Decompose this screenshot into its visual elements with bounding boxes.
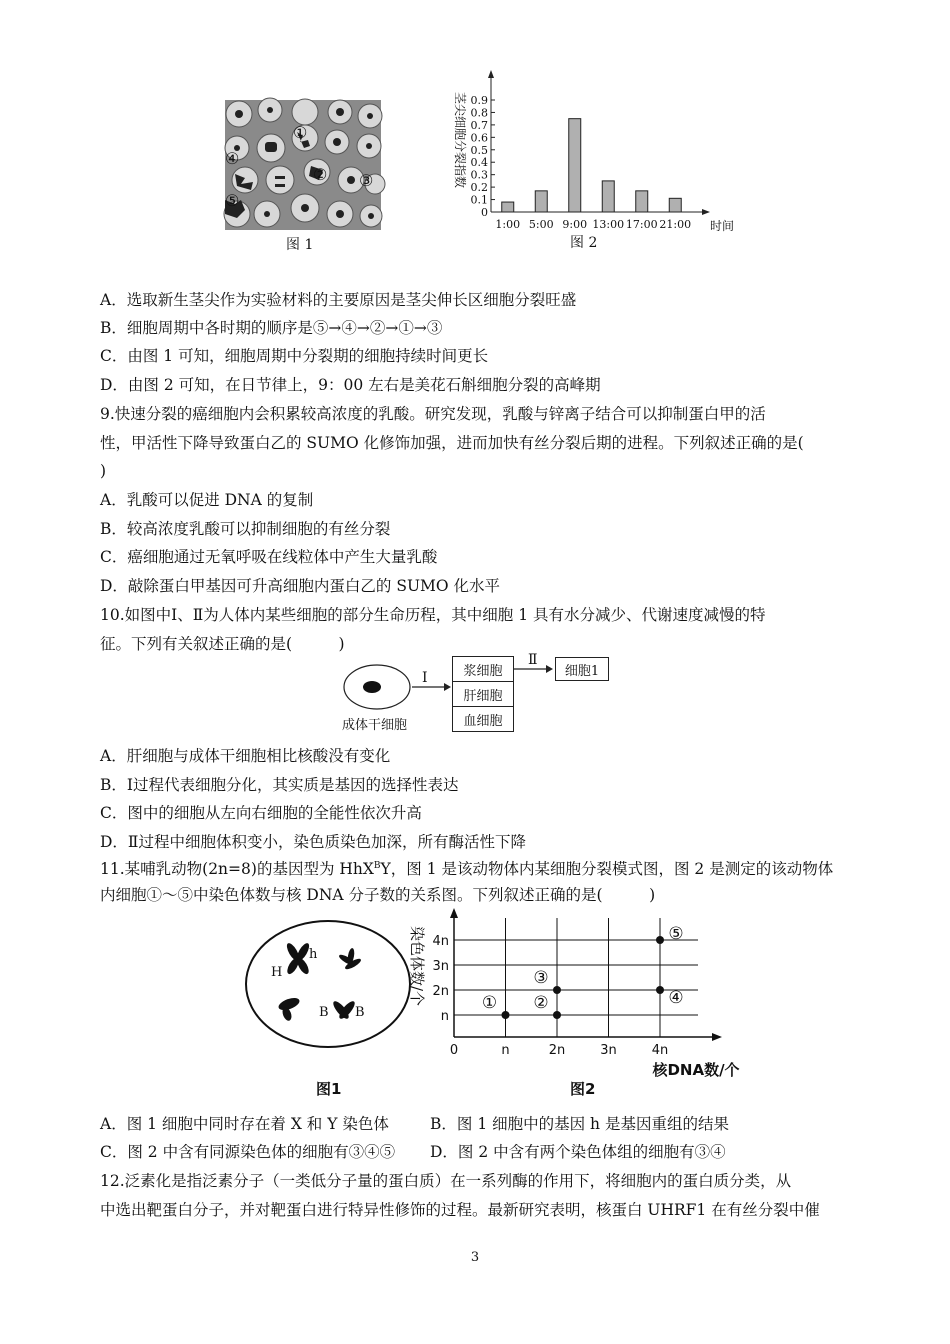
plasma-cell-box: 浆细胞 — [452, 656, 514, 682]
x-axis-label: 时间 — [710, 219, 735, 233]
scatter-y-tick: 3n — [432, 959, 449, 974]
q11-stem-line2: 内细胞①～⑤中染色体数与核 DNA 分子数的关系图。下列叙述正确的是( ) — [100, 886, 656, 904]
cell-label-5: ⑤ — [225, 191, 240, 210]
cell-label-3: ③ — [359, 171, 374, 190]
bar-21:00 — [669, 198, 681, 212]
scatter-x-tick: 4n — [651, 1043, 669, 1058]
scatter-y-tick: n — [440, 1009, 449, 1024]
bar-9:00 — [569, 119, 581, 212]
cell-label-1: ① — [293, 123, 308, 142]
q8-option-b: B．细胞周期中各时期的顺序是⑤→④→②→①→③ — [100, 319, 443, 337]
q11-stem-line1 — [100, 856, 833, 879]
q11-fig1-caption: 图1 — [316, 1080, 342, 1098]
y-tick-label: 0.9 — [470, 94, 488, 107]
cell-label-2: ② — [313, 165, 328, 184]
q9-option-d: D．敲除蛋白甲基因可升高细胞内蛋白乙的 SUMO 化水平 — [100, 577, 501, 595]
scatter-x-tick: 3n — [600, 1043, 617, 1058]
point-① — [502, 1011, 510, 1019]
q12-stem-line1: 12.泛素化是指泛素分子（一类低分子量的蛋白质）在一系列酶的作用下，将细胞内的蛋白质分类，从 — [100, 1172, 792, 1190]
y-tick-label: 0.1 — [470, 193, 488, 207]
gene-label-B2: B — [355, 1005, 365, 1020]
point-③ — [553, 986, 561, 994]
micrograph-figure — [225, 100, 381, 230]
gene-label-h: h — [309, 947, 318, 962]
y-tick-label: 0.7 — [470, 118, 488, 132]
q10-option-a: A．肝细胞与成体干细胞相比核酸没有变化 — [100, 747, 391, 765]
scatter-x-tick: 0 — [449, 1043, 459, 1058]
y-axis-label: 茎尖细胞分裂指数 — [453, 92, 467, 189]
y-tick-label: 0.5 — [470, 143, 488, 157]
scatter-y-axis-label: 染色体数/个 — [408, 926, 426, 1007]
q11-option-d: D．图 2 中含有两个染色体组的细胞有③④ — [430, 1143, 726, 1161]
process-i-label: Ⅰ — [422, 670, 428, 686]
point-⑤ — [656, 936, 664, 944]
q9-stem-line2: 性，甲活性下降导致蛋白乙的 SUMO 化修饰加强，进而加快有丝分裂后期的进程。下列叙述正确的是( — [100, 434, 804, 452]
cell-label-4: ④ — [225, 149, 240, 168]
cell1-box: 细胞1 — [555, 657, 609, 681]
point-② — [553, 1011, 561, 1019]
q10-option-c: C．图中的细胞从左向右细胞的全能性依次升高 — [100, 804, 422, 822]
scatter-y-tick: 4n — [432, 934, 449, 949]
x-tick-label: 5:00 — [528, 218, 554, 231]
x-tick-label: 9:00 — [562, 218, 588, 231]
stem-cell-label: 成体干细胞 — [342, 718, 408, 733]
q11-stem-sup: B — [373, 861, 381, 871]
point-label: ③ — [533, 968, 549, 988]
bar-chart — [436, 68, 736, 248]
scatter-y-tick: 2n — [432, 984, 449, 999]
q10-option-b: B．Ⅰ过程代表细胞分化，其实质是基因的选择性表达 — [100, 776, 459, 794]
bar-17:00 — [636, 191, 648, 212]
q10-stem-line2: 征。下列有关叙述正确的是( ) — [100, 635, 345, 653]
scatter-y-arrow — [450, 908, 458, 918]
q12-stem-line2: 中选出靶蛋白分子，并对靶蛋白进行特异性修饰的过程。最新研究表明，核蛋白 UHRF1 在有丝分裂中催 — [100, 1201, 820, 1219]
q9-option-b: B．较高浓度乳酸可以抑制细胞的有丝分裂 — [100, 520, 391, 538]
fig2-caption: 图 2 — [570, 235, 598, 251]
point-④ — [656, 986, 664, 994]
y-axis-arrow — [488, 70, 494, 78]
x-tick-label: 21:00 — [659, 218, 692, 231]
bar-1:00 — [502, 202, 514, 212]
y-tick-label: 0 — [481, 206, 488, 219]
scatter-x-arrow — [712, 1033, 722, 1041]
q10-option-d: D．Ⅱ过程中细胞体积变小，染色质染色加深，所有酶活性下降 — [100, 833, 526, 851]
q9-stem-line1: 9.快速分裂的癌细胞内会积累较高浓度的乳酸。研究发现，乳酸与锌离子结合可以抑制蛋白甲的活 — [100, 405, 766, 423]
q11-option-a: A．图 1 细胞中同时存在着 X 和 Y 染色体 — [100, 1115, 389, 1133]
liver-cell-box: 肝细胞 — [452, 681, 514, 707]
scatter-x-axis-label: 核DNA数/个 — [652, 1061, 740, 1079]
q11-fig2-caption: 图2 — [570, 1080, 596, 1098]
chromosome-dna-chart — [398, 906, 740, 1079]
y-tick-label: 0.6 — [470, 131, 488, 145]
scatter-x-tick: 2n — [548, 1043, 566, 1058]
scatter-x-tick: n — [501, 1043, 510, 1058]
point-label: ② — [533, 993, 549, 1013]
gene-label-B1: B — [319, 1005, 329, 1020]
fig1-caption: 图 1 — [286, 237, 314, 253]
y-tick-label: 0.3 — [470, 168, 488, 182]
bar-5:00 — [535, 191, 547, 212]
y-tick-label: 0.4 — [470, 156, 488, 170]
q9-option-c: C．癌细胞通过无氧呼吸在线粒体中产生大量乳酸 — [100, 548, 438, 566]
q11-stem-part1: 11.某哺乳动物(2n=8)的基因型为 HhX — [100, 860, 374, 879]
point-label: ④ — [668, 988, 684, 1008]
cell-differentiation-diagram — [340, 652, 620, 734]
q11-option-c: C．图 2 中含有同源染色体的细胞有③④⑤ — [100, 1143, 396, 1161]
y-tick-label: 0.2 — [470, 181, 488, 195]
y-tick-label: 0.8 — [470, 106, 488, 120]
q11-option-b: B．图 1 细胞中的基因 h 是基因重组的结果 — [430, 1115, 729, 1133]
x-tick-label: 17:00 — [625, 218, 658, 231]
bar-13:00 — [602, 181, 614, 212]
gene-label-H: H — [271, 965, 283, 980]
q8-option-d: D．由图 2 可知，在日节律上，9：00 左右是美花石斛细胞分裂的高峰期 — [100, 376, 601, 394]
x-tick-label: 1:00 — [495, 218, 521, 231]
process-ii-label: Ⅱ — [528, 652, 538, 668]
q8-option-c: C．由图 1 可知，细胞周期中分裂期的细胞持续时间更长 — [100, 347, 489, 365]
cell-division-figure — [243, 918, 413, 1053]
x-tick-label: 13:00 — [592, 218, 625, 231]
page-number: 3 — [470, 1250, 480, 1265]
q8-option-a: A．选取新生茎尖作为实验材料的主要原因是茎尖伸长区细胞分裂旺盛 — [100, 291, 577, 309]
point-label: ⑤ — [668, 924, 684, 944]
point-label: ① — [481, 993, 498, 1013]
q10-stem-line1: 10.如图中Ⅰ、Ⅱ为人体内某些细胞的部分生命历程，其中细胞 1 具有水分减少、代谢速度减慢的特 — [100, 606, 766, 624]
q9-stem-line3: ) — [100, 462, 107, 480]
x-axis-arrow — [702, 209, 710, 215]
q9-option-a: A．乳酸可以促进 DNA 的复制 — [100, 491, 314, 509]
q11-stem-part2: Y，图 1 是该动物体内某细胞分裂模式图，图 2 是测定的该动物体 — [380, 860, 834, 879]
blood-cell-box: 血细胞 — [452, 706, 514, 732]
